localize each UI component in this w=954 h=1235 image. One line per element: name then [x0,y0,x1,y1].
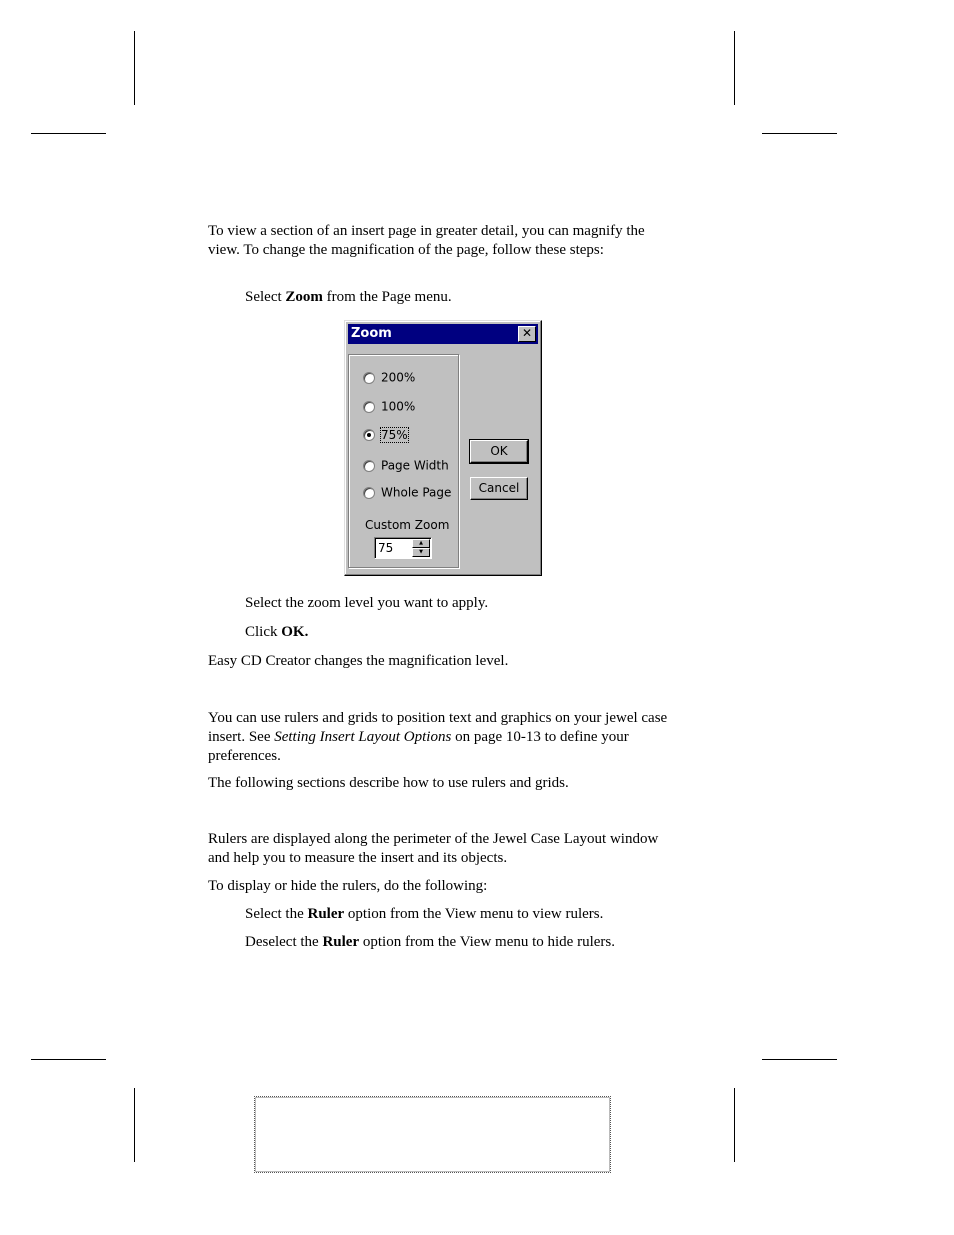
intro-paragraph: To view a section of an insert page in greater detail, you can magnify the view. To change the magnification of the page, follow these steps: [208,223,645,258]
crop-mark-top-left-vertical [134,31,135,105]
radio-option-75[interactable]: 75% [363,427,408,443]
crop-mark-bottom-left-horizontal [31,1059,106,1060]
rulers-grids-paragraph: You can use rulers and grids to position text and graphics on your jewel case insert. See Setting Insert Layout Options on page 10-13 to define your preferences. [208,710,668,764]
spin-down-icon[interactable]: ▼ [412,548,430,557]
ok-button[interactable]: OK [470,440,528,463]
cancel-button[interactable]: Cancel [470,477,528,500]
crop-mark-top-left-horizontal [31,133,106,134]
crop-mark-bottom-left-vertical [134,1088,135,1162]
custom-zoom-input[interactable] [377,540,412,556]
custom-zoom-stepper [374,537,432,559]
display-hide-rulers-paragraph: To display or hide the rulers, do the following: [208,878,488,894]
close-button[interactable] [518,326,536,342]
radio-circle-icon [363,487,375,499]
dialog-titlebar[interactable] [348,324,538,344]
crop-mark-bottom-right-vertical [734,1088,735,1162]
step-select-level: Select the zoom level you want to apply. [245,595,489,611]
radio-circle-icon [363,460,375,472]
following-sections-paragraph: The following sections describe how to use rulers and grids. [208,775,569,791]
radio-option-page-width[interactable]: Page Width [363,458,449,474]
radio-circle-icon [363,401,375,413]
radio-option-200[interactable]: 200% [363,370,415,386]
custom-zoom-label: Custom Zoom [365,518,450,532]
radio-option-100[interactable]: 100% [363,399,415,415]
crop-mark-bottom-right-horizontal [762,1059,837,1060]
spin-buttons [412,539,430,557]
radio-selected-icon [363,429,375,441]
zoom-options-group [348,354,459,568]
step-select-ruler: Select the Ruler option from the View menu to view rulers. [245,906,604,922]
crop-mark-top-right-horizontal [762,133,837,134]
spin-up-icon[interactable]: ▲ [412,539,430,548]
result-paragraph: Easy CD Creator changes the magnification level. [208,653,509,669]
close-icon: ✕ [521,326,533,340]
radio-option-whole-page[interactable]: Whole Page [363,485,451,501]
dialog-title: Zoom [351,326,392,341]
crop-mark-top-right-vertical [734,31,735,105]
step-click-ok: Click OK. [245,624,309,640]
radio-circle-icon [363,372,375,384]
rulers-paragraph: Rulers are displayed along the perimeter of the Jewel Case Layout window and help you to measure the insert and its objects. [208,831,659,866]
step-select-zoom: Select Zoom from the Page menu. [245,289,452,305]
step-deselect-ruler: Deselect the Ruler option from the View menu to hide rulers. [245,934,615,950]
footer-placeholder-box [254,1096,611,1173]
zoom-dialog [344,320,542,576]
